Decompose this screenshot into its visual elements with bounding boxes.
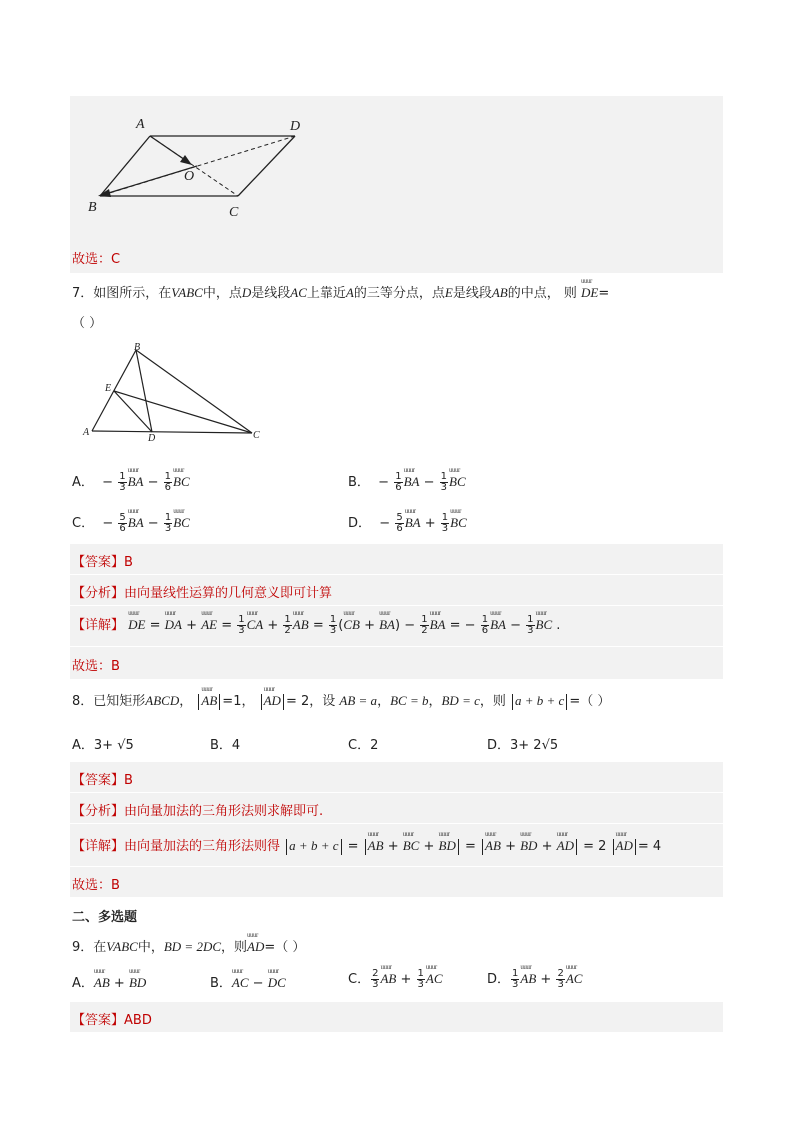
q8-conclusion-band xyxy=(70,867,723,897)
q8-option-d[interactable]: D．3+ 2√5 xyxy=(487,738,559,753)
q8-option-b[interactable]: B．4 xyxy=(210,738,241,753)
fig1-label-o: O xyxy=(184,169,195,184)
q6-conclusion: 故选：C xyxy=(72,252,121,267)
q8-answer-band xyxy=(70,762,723,792)
q7-analysis: 【分析】由向量线性运算的几何意义即可计算 xyxy=(72,586,333,601)
q9-option-a[interactable]: A．uuur AB + uuur BD xyxy=(72,972,146,991)
q9-stem: 9．在VABC中，BD = 2DC，则uuur AD=（ ） xyxy=(72,936,305,955)
q9-answer: 【答案】ABD xyxy=(72,1013,152,1028)
q8-option-a[interactable]: A．3+ √5 xyxy=(72,738,134,753)
q7-detail: 【详解】 uuur DE = uuur DA + uuur AE = $\frac{1}{3}$ uuur CA + $\frac{1}{2}$ uuur AB = $\frac{1}{3}$ (uuur CB + uuur BA) − $\frac{1}{2}$ uuur BA = − $\frac{1}{6}$ uuur BA − $\frac{1}{3}$ uuur BC . xyxy=(72,614,560,636)
q7-answer-band xyxy=(70,544,723,574)
fig1-label-a: A xyxy=(136,117,145,132)
q7-option-d[interactable]: D． − $\frac{5}{6}$ uuur BA + $\frac{1}{3}$ uuur BC xyxy=(348,512,467,534)
q7-stem: 7．如图所示，在VABC中，点D是线段AC上靠近A的三等分点，点E是线段AB的中点， 则 uuur DE= xyxy=(72,282,609,301)
q7-answer: 【答案】B xyxy=(72,555,133,570)
fig1-label-c: C xyxy=(229,205,239,220)
q8-answer: 【答案】B xyxy=(72,773,133,788)
q9-option-c[interactable]: C． $\frac{2}{3}$ uuur AB + $\frac{1}{3}$ uuur AC xyxy=(348,968,443,990)
q7-option-b[interactable]: B． − $\frac{1}{6}$ uuur BA − $\frac{1}{3}$ uuur BC xyxy=(348,471,466,493)
section-title-multiple-choice: 二、多选题 xyxy=(72,910,138,925)
fig2-label-d: D xyxy=(148,433,156,444)
fig2-label-a: A xyxy=(83,427,90,438)
q9-option-b[interactable]: B．uuur AC − uuur DC xyxy=(210,972,286,991)
q8-conclusion: 故选：B xyxy=(72,878,120,893)
q7-option-a[interactable]: A． − $\frac{1}{3}$ uuur BA − $\frac{1}{6}$ uuur BC xyxy=(72,471,190,493)
q7-conclusion: 故选：B xyxy=(72,659,120,674)
q7-blank: （ ） xyxy=(72,316,103,331)
q8-analysis: 【分析】由向量加法的三角形法则求解即可. xyxy=(72,804,324,819)
triangle-figure xyxy=(80,340,280,450)
q8-detail: 【详解】由向量加法的三角形法则得 a + b + c = uuur AB + uuur BC + uuur BD = uuur AB + uuur BD + uuur AD = 2 uuur AD = 4 xyxy=(72,835,661,855)
fig2-label-e: E xyxy=(105,383,112,394)
fig1-label-b: B xyxy=(88,200,97,215)
fig2-label-b: B xyxy=(134,342,141,353)
q7-option-c[interactable]: C． − $\frac{5}{6}$ uuur BA − $\frac{1}{3}$ uuur BC xyxy=(72,512,190,534)
q8-stem: 8．已知矩形ABCD， uuur AB =1， uuur AD = 2，设 AB = a，BC = b，BD = c，则 a + b + c =（ ） xyxy=(72,690,610,710)
parallelogram-figure xyxy=(70,96,370,236)
q7-conclusion-band xyxy=(70,647,723,679)
q9-answer-band xyxy=(70,1002,723,1032)
fig2-label-c: C xyxy=(253,430,260,441)
q8-option-c[interactable]: C．2 xyxy=(348,738,379,753)
q9-option-d[interactable]: D． $\frac{1}{3}$ uuur AB + $\frac{2}{3}$ uuur AC xyxy=(487,968,582,990)
fig1-label-d: D xyxy=(290,119,301,134)
